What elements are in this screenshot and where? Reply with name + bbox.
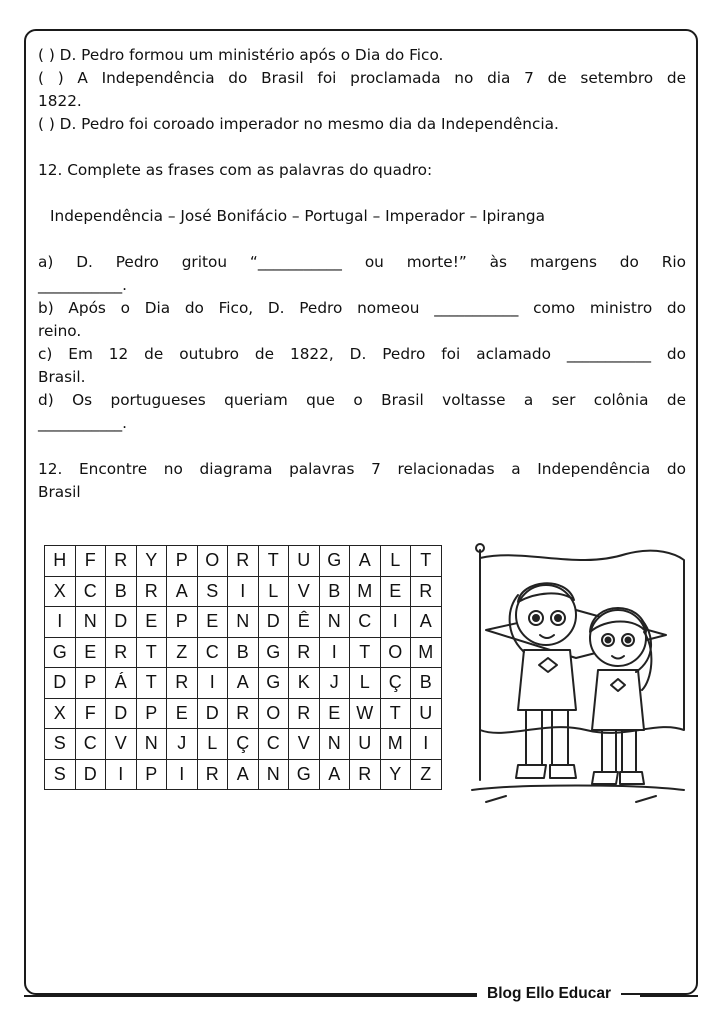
grid-cell[interactable]: N <box>258 759 289 790</box>
grid-cell[interactable]: C <box>350 607 381 638</box>
grid-cell[interactable]: U <box>350 729 381 760</box>
statement-1: ( ) D. Pedro formou um ministério após o Dia do Fico. <box>38 46 444 64</box>
grid-cell[interactable]: T <box>136 668 167 699</box>
grid-cell[interactable]: P <box>167 607 198 638</box>
grid-cell[interactable]: Á <box>106 668 137 699</box>
footer-line-left <box>24 995 484 997</box>
statement-2-cont: 1822. <box>38 92 82 110</box>
grid-row <box>45 759 442 790</box>
grid-cell[interactable]: R <box>197 759 228 790</box>
grid-cell[interactable]: U <box>289 546 320 577</box>
grid-row <box>45 637 442 668</box>
grid-cell[interactable]: S <box>197 576 228 607</box>
grid-cell[interactable]: U <box>411 698 442 729</box>
grid-cell[interactable]: O <box>380 637 411 668</box>
grid-cell[interactable]: I <box>167 759 198 790</box>
footer-brand: Blog Ello Educar <box>477 983 621 1005</box>
grid-cell[interactable]: D <box>197 698 228 729</box>
grid-cell[interactable]: C <box>75 576 106 607</box>
grid-cell[interactable]: A <box>228 668 259 699</box>
grid-cell[interactable]: R <box>411 576 442 607</box>
grid-cell[interactable]: V <box>289 576 320 607</box>
grid-row <box>45 668 442 699</box>
sentence-b-cont: reino. <box>38 322 82 340</box>
grid-cell[interactable]: C <box>197 637 228 668</box>
grid-cell[interactable]: G <box>45 637 76 668</box>
grid-cell[interactable]: I <box>106 759 137 790</box>
sentence-d: d) Os portugueses queriam que o Brasil voltasse a ser colônia de <box>38 391 686 409</box>
statement-2: ( ) A Independência do Brasil foi proclamada no dia 7 de setembro de <box>38 69 686 87</box>
grid-cell[interactable]: X <box>45 698 76 729</box>
grid-cell[interactable]: E <box>319 698 350 729</box>
grid-cell[interactable]: S <box>45 729 76 760</box>
grid-cell[interactable]: R <box>167 668 198 699</box>
grid-cell[interactable]: N <box>319 729 350 760</box>
grid-cell[interactable]: R <box>350 759 381 790</box>
grid-cell[interactable]: M <box>380 729 411 760</box>
grid-cell[interactable]: R <box>106 637 137 668</box>
grid-cell[interactable]: D <box>106 698 137 729</box>
footer-line-right <box>640 995 698 997</box>
grid-cell[interactable]: A <box>319 759 350 790</box>
grid-cell[interactable]: P <box>75 668 106 699</box>
grid-cell[interactable]: L <box>380 546 411 577</box>
statement-3: ( ) D. Pedro foi coroado imperador no mesmo dia da Independência. <box>38 115 559 133</box>
grid-cell[interactable]: D <box>75 759 106 790</box>
grid-cell[interactable]: V <box>289 729 320 760</box>
grid-cell[interactable]: R <box>289 637 320 668</box>
grid-cell[interactable]: I <box>45 607 76 638</box>
children-saluting-illustration <box>466 540 690 810</box>
grid-cell[interactable]: T <box>380 698 411 729</box>
grid-cell[interactable]: J <box>167 729 198 760</box>
grid-cell[interactable]: N <box>75 607 106 638</box>
grid-cell[interactable]: A <box>411 607 442 638</box>
grid-cell[interactable]: E <box>75 637 106 668</box>
grid-cell[interactable]: B <box>411 668 442 699</box>
grid-cell[interactable]: W <box>350 698 381 729</box>
grid-cell[interactable]: D <box>45 668 76 699</box>
grid-cell[interactable]: N <box>136 729 167 760</box>
grid-cell[interactable]: T <box>136 637 167 668</box>
grid-cell[interactable]: B <box>106 576 137 607</box>
grid-cell[interactable]: A <box>167 576 198 607</box>
sentence-a-cont: ___________. <box>38 276 127 294</box>
grid-cell[interactable]: X <box>45 576 76 607</box>
grid-cell[interactable]: C <box>258 729 289 760</box>
grid-cell[interactable]: V <box>106 729 137 760</box>
grid-cell[interactable]: Z <box>411 759 442 790</box>
grid-row <box>45 546 442 577</box>
grid-cell[interactable]: I <box>380 607 411 638</box>
grid-cell[interactable]: T <box>350 637 381 668</box>
grid-cell[interactable]: M <box>411 637 442 668</box>
grid-cell[interactable]: Z <box>167 637 198 668</box>
question-12-title: 12. Complete as frases com as palavras do quadro: <box>38 161 433 179</box>
grid-row <box>45 607 442 638</box>
word-box: Independência – José Bonifácio – Portugal – Imperador – Ipiranga <box>50 207 545 225</box>
grid-cell[interactable]: Y <box>136 546 167 577</box>
grid-cell[interactable]: I <box>228 576 259 607</box>
grid-cell[interactable]: L <box>197 729 228 760</box>
worksheet-text <box>38 44 686 504</box>
grid-cell[interactable]: E <box>136 607 167 638</box>
grid-cell[interactable]: G <box>258 637 289 668</box>
grid-cell[interactable]: P <box>167 546 198 577</box>
grid-cell[interactable]: B <box>228 637 259 668</box>
grid-cell[interactable]: Ê <box>289 607 320 638</box>
grid-cell[interactable]: G <box>319 546 350 577</box>
question-12b-cont: Brasil <box>38 483 81 501</box>
sentence-d-cont: ___________. <box>38 414 127 432</box>
grid-cell[interactable]: R <box>136 576 167 607</box>
grid-cell[interactable]: Y <box>380 759 411 790</box>
grid-cell[interactable]: G <box>289 759 320 790</box>
grid-cell[interactable]: T <box>411 546 442 577</box>
grid-cell[interactable]: I <box>319 637 350 668</box>
word-search <box>44 545 442 790</box>
grid-cell[interactable]: A <box>228 759 259 790</box>
grid-cell[interactable]: F <box>75 698 106 729</box>
word-search-grid <box>44 545 442 790</box>
grid-cell[interactable]: F <box>75 546 106 577</box>
sentence-c: c) Em 12 de outubro de 1822, D. Pedro foi aclamado ___________ do <box>38 345 686 363</box>
grid-cell[interactable]: B <box>319 576 350 607</box>
grid-row <box>45 576 442 607</box>
grid-cell[interactable]: O <box>197 546 228 577</box>
grid-row <box>45 729 442 760</box>
grid-cell[interactable]: L <box>350 668 381 699</box>
grid-cell[interactable]: I <box>197 668 228 699</box>
grid-row <box>45 698 442 729</box>
sentence-b: b) Após o Dia do Fico, D. Pedro nomeou ___________ como ministro do <box>38 299 686 317</box>
grid-cell[interactable]: D <box>258 607 289 638</box>
grid-cell[interactable]: P <box>136 698 167 729</box>
grid-cell[interactable]: R <box>289 698 320 729</box>
grid-cell[interactable]: Ç <box>380 668 411 699</box>
grid-cell[interactable]: I <box>411 729 442 760</box>
grid-cell[interactable]: Ç <box>228 729 259 760</box>
grid-cell[interactable]: L <box>258 576 289 607</box>
grid-cell[interactable]: G <box>258 668 289 699</box>
grid-cell[interactable]: C <box>75 729 106 760</box>
grid-cell[interactable]: K <box>289 668 320 699</box>
grid-cell[interactable]: P <box>136 759 167 790</box>
grid-cell[interactable]: R <box>228 546 259 577</box>
sentence-a: a) D. Pedro gritou “___________ ou morte!” às margens do Rio <box>38 253 686 271</box>
sentence-c-cont: Brasil. <box>38 368 86 386</box>
grid-cell[interactable]: T <box>258 546 289 577</box>
grid-cell[interactable]: S <box>45 759 76 790</box>
grid-cell[interactable]: R <box>228 698 259 729</box>
grid-cell[interactable]: N <box>319 607 350 638</box>
grid-cell[interactable]: D <box>106 607 137 638</box>
grid-cell[interactable]: A <box>350 546 381 577</box>
grid-cell[interactable]: R <box>106 546 137 577</box>
grid-cell[interactable]: O <box>258 698 289 729</box>
grid-cell[interactable]: N <box>228 607 259 638</box>
question-12b-title: 12. Encontre no diagrama palavras 7 relacionadas a Independência do <box>38 460 686 478</box>
grid-cell[interactable]: E <box>380 576 411 607</box>
grid-cell[interactable]: J <box>319 668 350 699</box>
grid-cell[interactable]: H <box>45 546 76 577</box>
grid-cell[interactable]: M <box>350 576 381 607</box>
grid-cell[interactable]: E <box>167 698 198 729</box>
grid-cell[interactable]: E <box>197 607 228 638</box>
